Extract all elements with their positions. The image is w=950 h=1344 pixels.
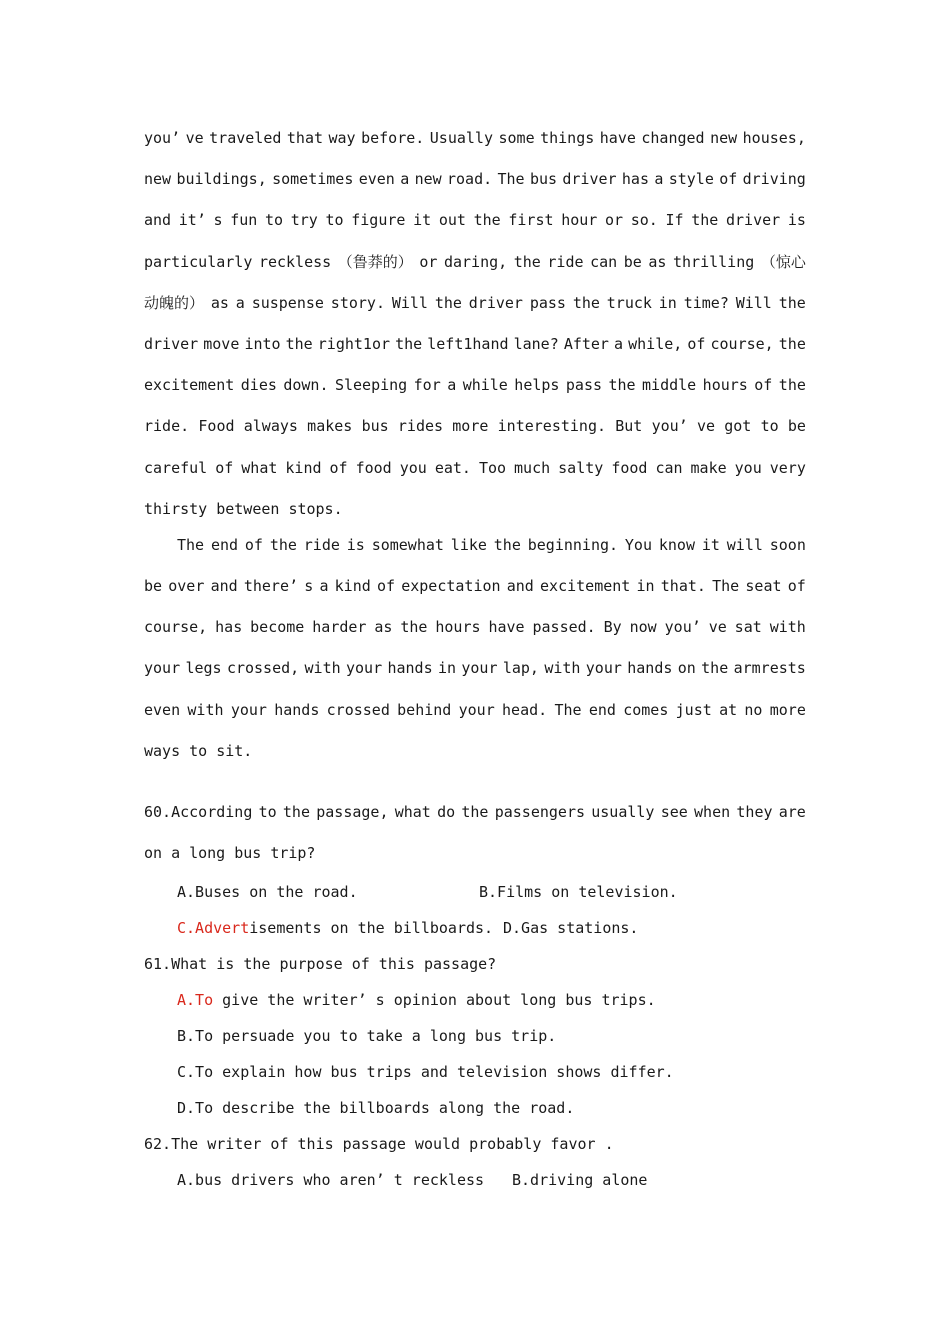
text-line: course, has become harder as the hours have passed. By now you’ ve sat with	[144, 618, 806, 637]
text-line: ways to sit.	[144, 741, 253, 760]
option-62-b: B.driving alone	[512, 1171, 648, 1189]
text-line: and it’ s fun to try to figure it out the first hour or so. If the driver is	[144, 211, 806, 230]
question-60-options-row-2	[144, 910, 806, 946]
option-61-b: B.To persuade you to take a long bus trip.	[177, 1027, 557, 1045]
option-60-b: B.Films on television.	[479, 883, 678, 901]
document-body	[144, 118, 806, 1198]
question-62-stem: 62.The writer of this passage would probably favor .	[144, 1135, 614, 1153]
question-60-options-row-1	[144, 874, 806, 910]
text-line: The end of the ride is somewhat like the beginning. You know it will soon	[177, 535, 806, 554]
text-line: you’ ve traveled that way before. Usually some things have changed new houses,	[144, 129, 806, 147]
passage-paragraph-1	[144, 118, 806, 530]
option-61-d: D.To describe the billboards along the road.	[177, 1099, 575, 1117]
question-61	[144, 946, 806, 1126]
option-61-a-text: give the writer’ s opinion about long bus trips.	[213, 991, 656, 1009]
passage-paragraph-2	[144, 525, 806, 772]
text-line: 动魄的） as a suspense story. Will the driver pass the truck in time? Will the	[144, 293, 806, 312]
text-line: even with your hands crossed behind your head. The end comes just at no more	[144, 700, 806, 719]
question-62	[144, 1126, 806, 1198]
option-61-a	[144, 982, 806, 1018]
question-60-stem-line-1: 60.According to the passage, what do the passengers usually see when they are	[144, 803, 806, 821]
text-line: be over and there’ s a kind of expectation and excitement in that. The seat of	[144, 577, 806, 596]
option-61-c: C.To explain how bus trips and television shows differ.	[177, 1063, 674, 1081]
question-60-stem-line-2: on a long bus trip?	[144, 844, 316, 862]
text-line: careful of what kind of food you eat. Too much salty food can make you very	[144, 458, 806, 477]
section-gap	[144, 772, 806, 792]
text-line: driver move into the right1or the left1hand lane? After a while, of course, the	[144, 334, 806, 353]
option-60-a: A.Buses on the road.	[177, 883, 358, 901]
question-62-options-row-1	[144, 1162, 806, 1198]
text-line: your legs crossed, with your hands in your lap, with your hands on the armrests	[144, 659, 806, 678]
text-line: ride. Food always makes bus rides more interesting. But you’ ve got to be	[144, 417, 806, 436]
answer-mark: A.To	[177, 991, 214, 1009]
text-line: excitement dies down. Sleeping for a while helps pass the middle hours of the	[144, 376, 806, 395]
question-60	[144, 792, 806, 946]
option-60-c	[177, 919, 493, 937]
question-61-stem: 61.What is the purpose of this passage?	[144, 955, 497, 973]
option-60-d: D.Gas stations.	[503, 919, 639, 937]
text-line: particularly reckless （鲁莽的） or daring, the ride can be as thrilling （惊心	[144, 252, 806, 271]
option-62-a: A.bus drivers who aren’ t reckless	[177, 1171, 485, 1189]
text-line: new buildings, sometimes even a new road. The bus driver has a style of driving	[144, 170, 806, 189]
option-60-c-text: isements on the billboards.	[249, 919, 494, 937]
text-line: thirsty between stops.	[144, 499, 343, 518]
answer-mark: C.Advert	[177, 919, 250, 937]
